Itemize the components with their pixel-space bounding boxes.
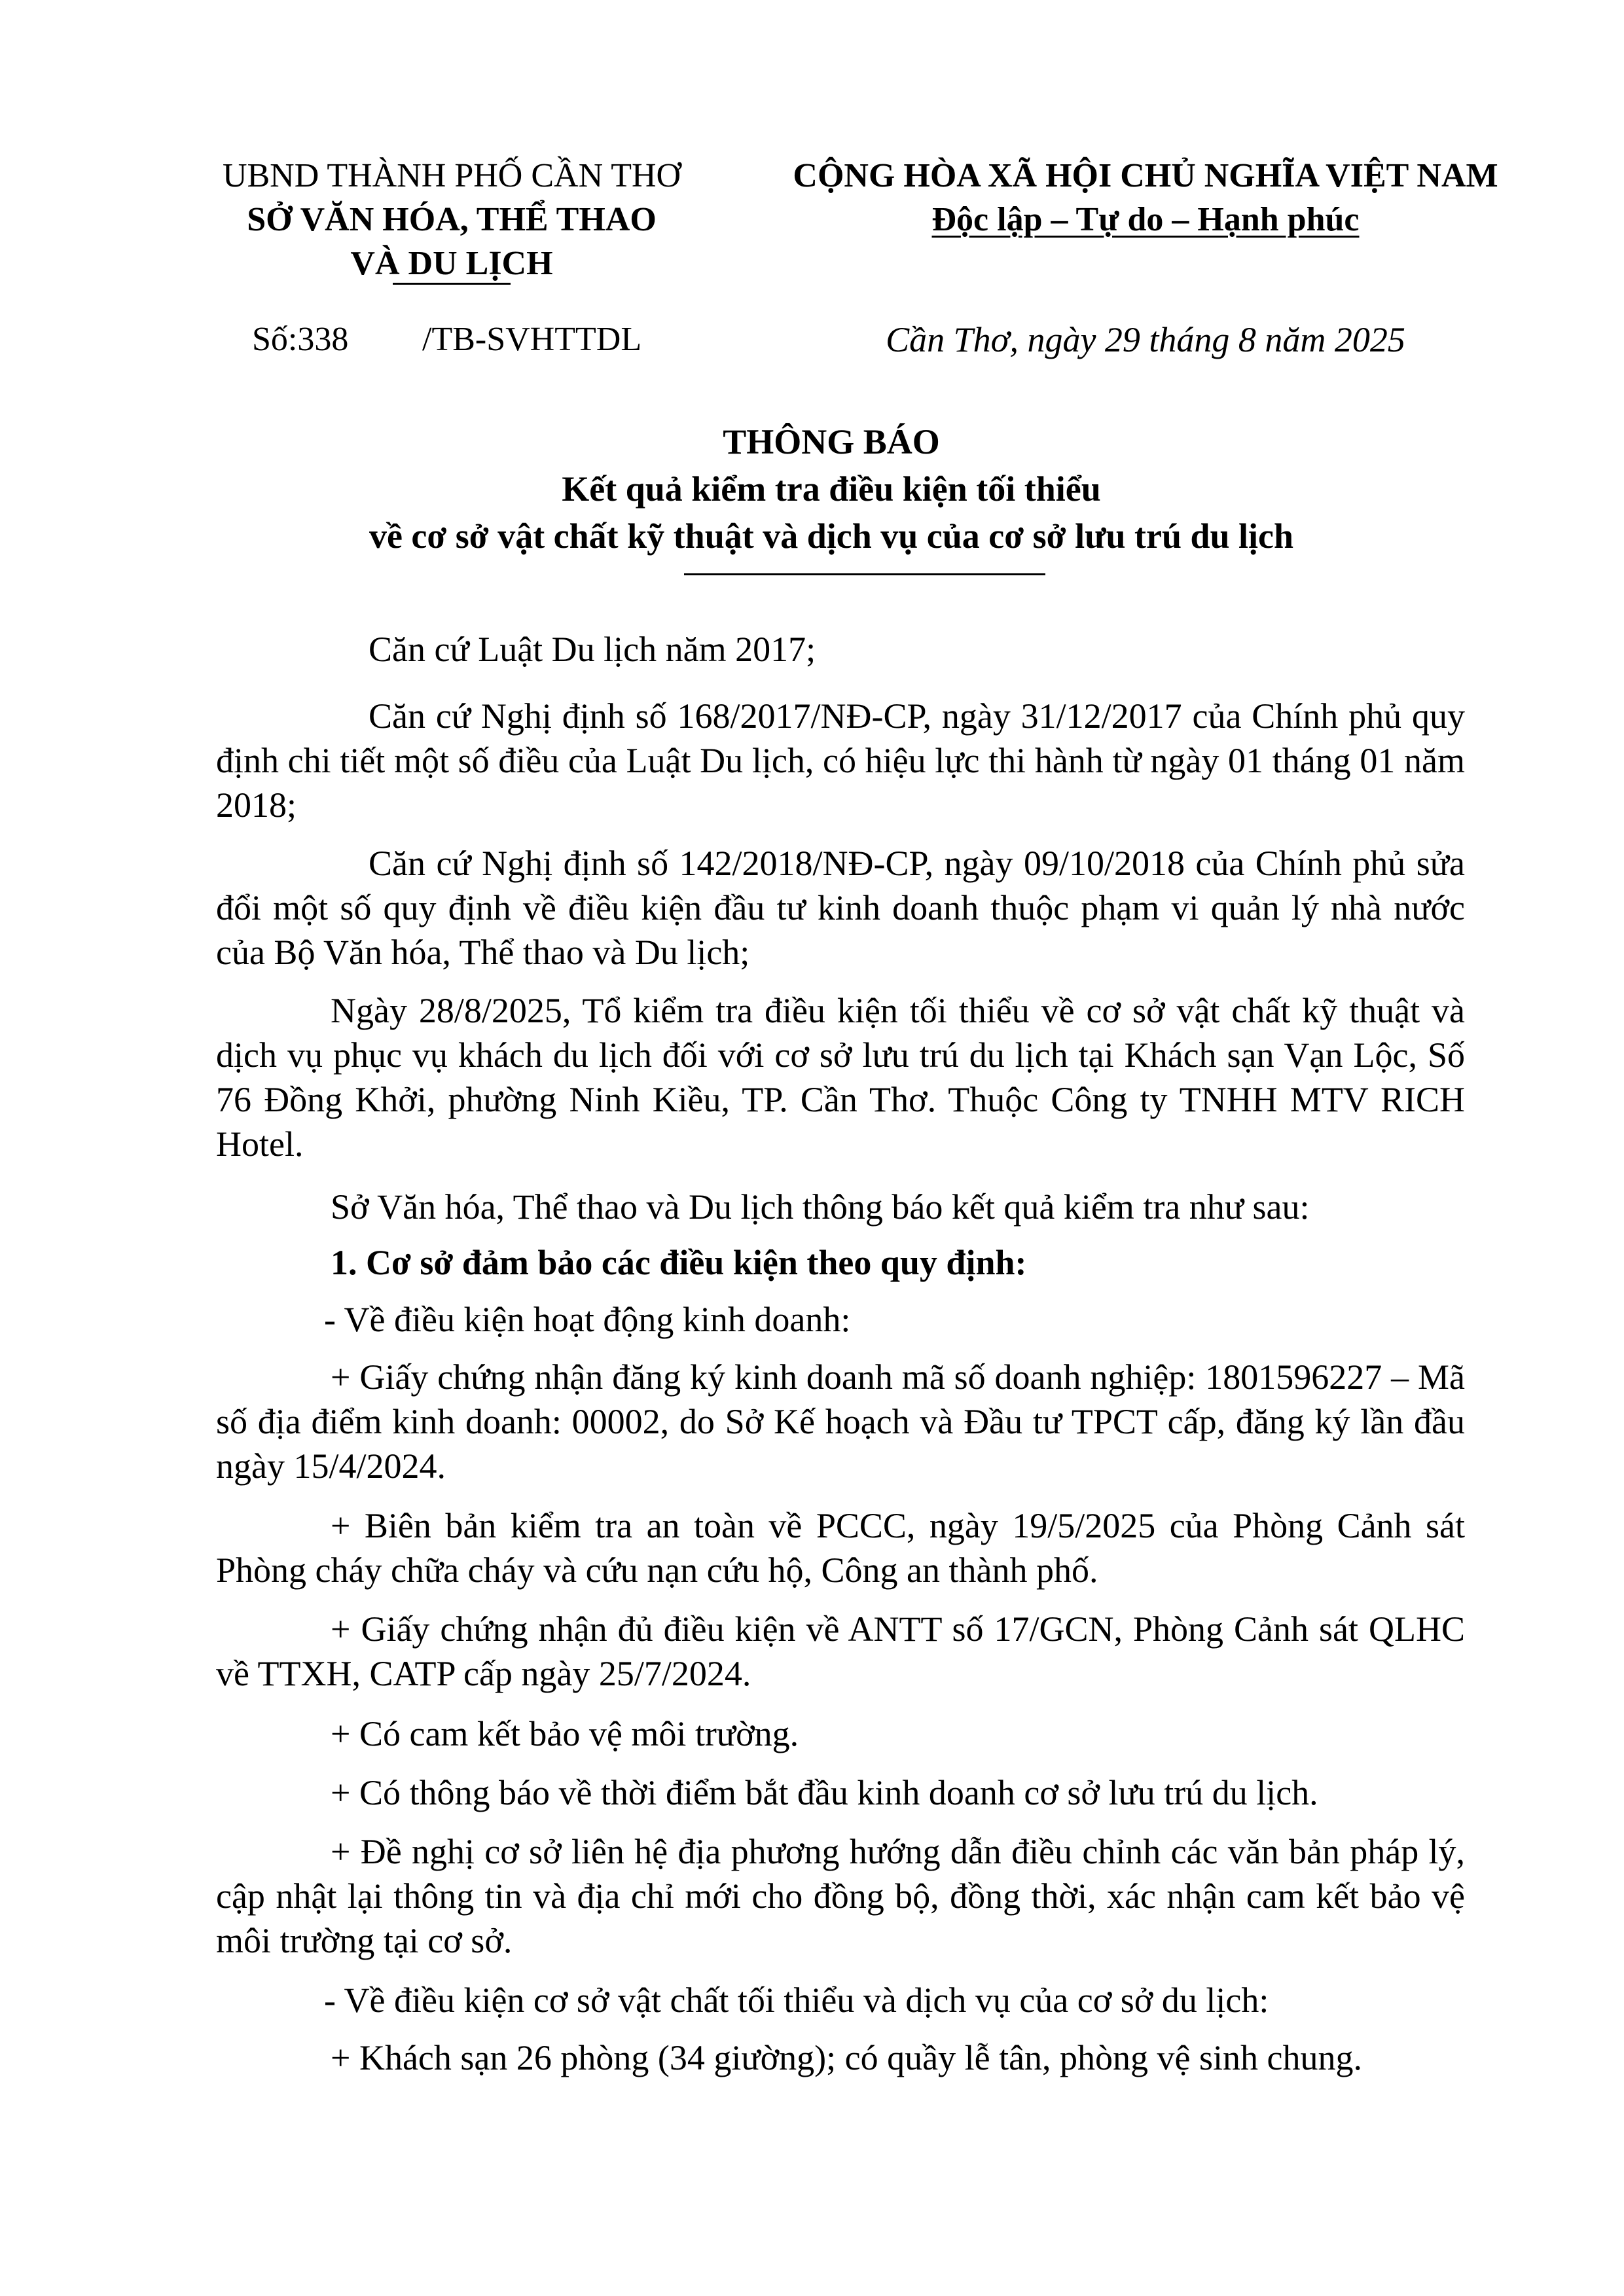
security-certificate-item: + Giấy chứng nhận đủ điều kiện về ANTT số 17/GCN, Phòng Cảnh sát QLHC về TTXH, CATP cấp ngày 25/7/2024. (216, 1609, 1465, 1693)
agency-name: SỞ VĂN HÓA, THỂ THAO (247, 201, 657, 238)
business-conditions-heading: - Về điều kiện hoạt động kinh doanh: (324, 1300, 851, 1339)
environment-commitment-item: + Có cam kết bảo vệ môi trường. (331, 1714, 799, 1753)
agency-parent: UBND THÀNH PHỐ CẦN THƠ (222, 157, 681, 194)
document-subtitle-line2: về cơ sở vật chất kỹ thuật và dịch vụ của cơ sở lưu trú du lịch (369, 516, 1294, 556)
business-registration-item: + Giấy chứng nhận đăng ký kinh doanh mã số doanh nghiệp: 1801596227 – Mã số địa điểm kinh doanh: 00002, do Sở Kế hoạch và Đầu tư TPCT cấp, đăng ký lần đầu ngày 15/4/2024. (216, 1357, 1465, 1486)
legal-basis-2: Căn cứ Nghị định số 168/2017/NĐ-CP, ngày 31/12/2017 của Chính phủ quy định chi tiết một số điều của Luật Du lịch, có hiệu lực thi hành từ ngày 01 tháng 01 năm 2018; (216, 696, 1465, 825)
inspection-paragraph: Ngày 28/8/2025, Tổ kiểm tra điều kiện tối thiểu về cơ sở vật chất kỹ thuật và dịch vụ phục vụ khách du lịch đối với cơ sở lưu trú du lịch tại Khách sạn Vạn Lộc, Số 76 Đồng Khởi, phường Ninh Kiều, TP. Cần Thơ. Thuộc Công ty TNHH MTV RICH Hotel. (216, 991, 1465, 1164)
document-number-suffix: /TB-SVHTTDL (422, 321, 642, 358)
section-heading-1: 1. Cơ sở đảm bảo các điều kiện theo quy định: (331, 1243, 1027, 1282)
title-underline (684, 573, 1045, 575)
hotel-rooms-item: + Khách sạn 26 phòng (34 giường); có quầy lễ tân, phòng vệ sinh chung. (331, 2038, 1362, 2077)
national-motto: Độc lập – Tự do – Hạnh phúc (931, 201, 1360, 238)
national-title: CỘNG HÒA XÃ HỘI CHỦ NGHĨA VIỆT NAM (793, 157, 1498, 194)
facility-conditions-heading: - Về điều kiện cơ sở vật chất tối thiểu và dịch vụ của cơ sở du lịch: (324, 1981, 1269, 2020)
recommendation-item: + Đề nghị cơ sở liên hệ địa phương hướng dẫn điều chỉnh các văn bản pháp lý, cập nhật lại thông tin và địa chỉ mới cho đồng bộ, đồng thời, xác nhận cam kết bảo vệ môi trường tại cơ sở. (216, 1832, 1465, 1960)
document-number-prefix: Số:338 (252, 321, 349, 358)
agency-name-line2: VÀ DU LỊCH (350, 245, 553, 282)
fire-safety-item: + Biên bản kiểm tra an toàn về PCCC, ngày 19/5/2025 của Phòng Cảnh sát Phòng cháy chữa cháy và cứu nạn cứu hộ, Công an thành phố. (216, 1506, 1465, 1590)
result-intro: Sở Văn hóa, Thể thao và Du lịch thông báo kết quả kiểm tra như sau: (331, 1187, 1310, 1227)
document-subtitle-line1: Kết quả kiểm tra điều kiện tối thiểu (562, 469, 1101, 509)
place-date: Cần Thơ, ngày 29 tháng 8 năm 2025 (886, 320, 1405, 359)
document-title: THÔNG BÁO (723, 422, 940, 461)
business-start-notice-item: + Có thông báo về thời điểm bắt đầu kinh doanh cơ sở lưu trú du lịch. (331, 1773, 1318, 1812)
legal-basis-3: Căn cứ Nghị định số 142/2018/NĐ-CP, ngày 09/10/2018 của Chính phủ sửa đổi một số quy định về điều kiện đầu tư kinh doanh thuộc phạm vi quản lý nhà nước của Bộ Văn hóa, Thể thao và Du lịch; (216, 844, 1465, 972)
agency-underline (393, 283, 511, 285)
legal-basis-1: Căn cứ Luật Du lịch năm 2017; (369, 630, 816, 669)
